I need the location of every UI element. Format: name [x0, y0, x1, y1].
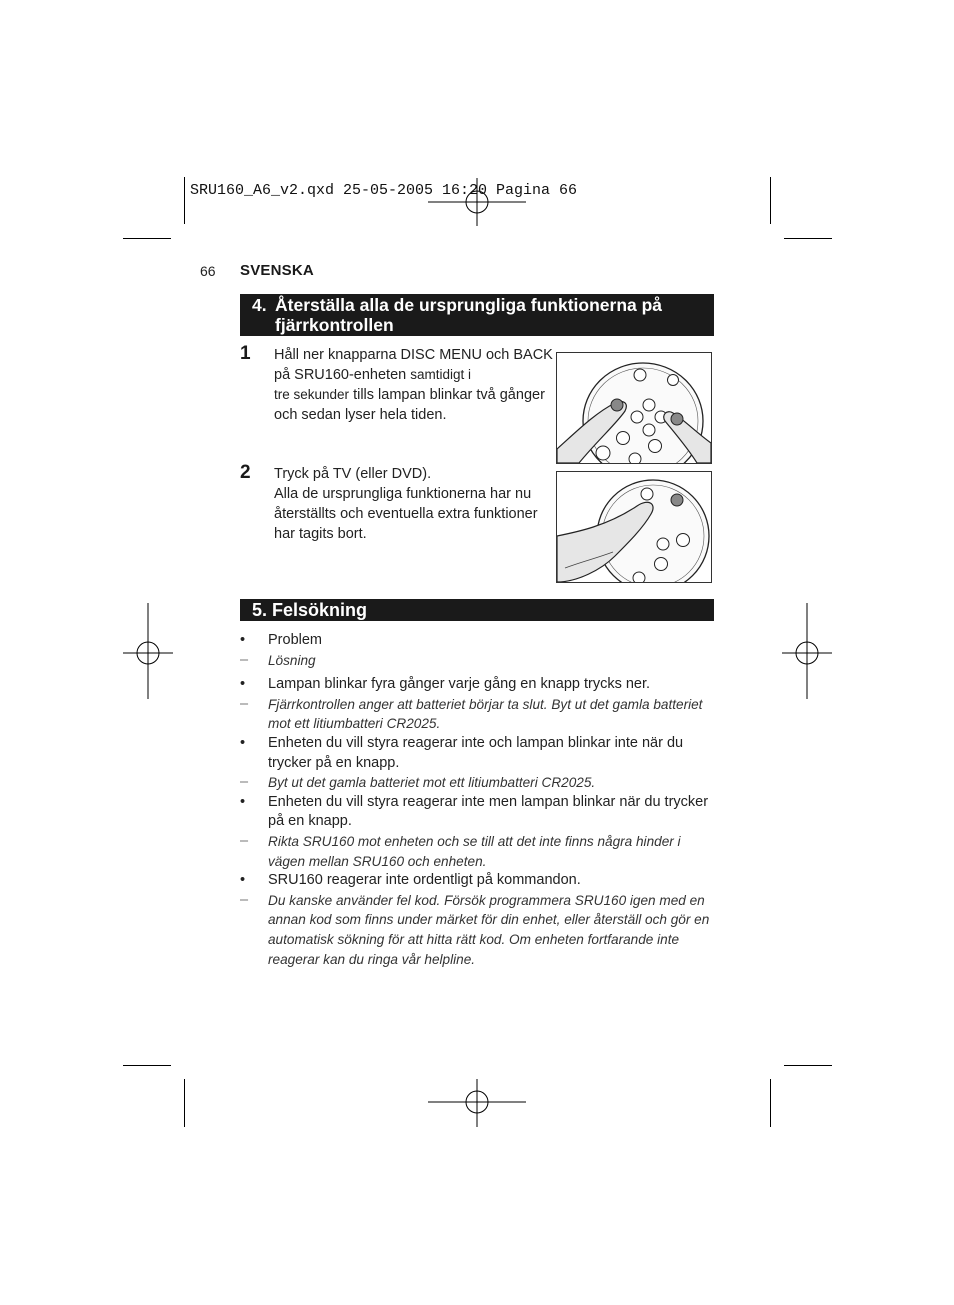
list-item: • Problem — [240, 632, 322, 648]
registration-mark-right — [782, 603, 832, 699]
print-slug: SRU160_A6_v2.qxd 25-05-2005 16:20 Pagina 66 — [190, 182, 578, 199]
section-5-title: Felsökning — [272, 600, 368, 620]
step-2-text: Tryck på TV (eller DVD). Alla de ursprungliga funktionerna har nu återställts och eventuella extra funktioner har tagits bort. — [274, 466, 538, 542]
list-item: • SRU160 reagerar inte ordentligt på kommandon. — [240, 872, 581, 889]
troubleshooting-list — [240, 631, 720, 969]
language-heading: SVENSKA — [240, 262, 314, 279]
section-5-number: 5. — [252, 600, 268, 620]
list-item: • Enheten du vill styra reagerar inte och lampan blinkar inte när du trycker på en knapp. — [240, 734, 684, 771]
registration-mark-bottom — [428, 1079, 526, 1127]
list-item: • Lampan blinkar fyra gånger varje gång en knapp trycks ner. — [240, 676, 651, 693]
page-number: 66 — [200, 263, 216, 279]
remote-finger-tv-icon — [557, 472, 711, 582]
section-4-heading — [240, 294, 714, 336]
remote-two-hands-icon — [557, 353, 711, 463]
step-1-text: Håll ner knapparna DISC MENU och BACK på SRU160-enheten samtidigt i tre sekunder tills lampan blinkar två gånger och sedan lyser hela tiden. — [274, 347, 553, 423]
list-item: – Rikta SRU160 mot enheten och se till att det inte finns några hinder i vägen mellan SRU160 och enheten. — [240, 832, 681, 869]
section-4-number: 4. — [252, 295, 267, 315]
figure-remote-finger-tv — [556, 471, 712, 583]
step-1-number: 1 — [240, 343, 251, 364]
list-item: – Fjärrkontrollen anger att batteriet börjar ta slut. Byt ut det gamla batteriet mot ett litiumbatteri CR2025. — [240, 695, 703, 732]
list-item: • Enheten du vill styra reagerar inte men lampan blinkar när du trycker på en knapp. — [240, 793, 709, 830]
list-item: – Byt ut det gamla batteriet mot ett litiumbatteri CR2025. — [240, 774, 596, 791]
section-5-heading — [240, 599, 714, 621]
list-item: – Du kanske använder fel kod. Försök programmera SRU160 igen med en annan kod som finns under märket för din enhet, eller återställ och gör en automatisk sökning för att hitta rätt kod. Om enheten fortfarande inte reagerar kan du ringa vår helpline. — [240, 891, 710, 967]
section-4-title: Återställa alla de ursprungliga funktionerna på fjärrkontrollen — [275, 295, 663, 335]
step-2-number: 2 — [240, 462, 251, 483]
registration-mark-left — [123, 603, 173, 699]
figure-remote-two-hands — [556, 352, 712, 464]
list-item: – Lösning — [240, 651, 316, 668]
